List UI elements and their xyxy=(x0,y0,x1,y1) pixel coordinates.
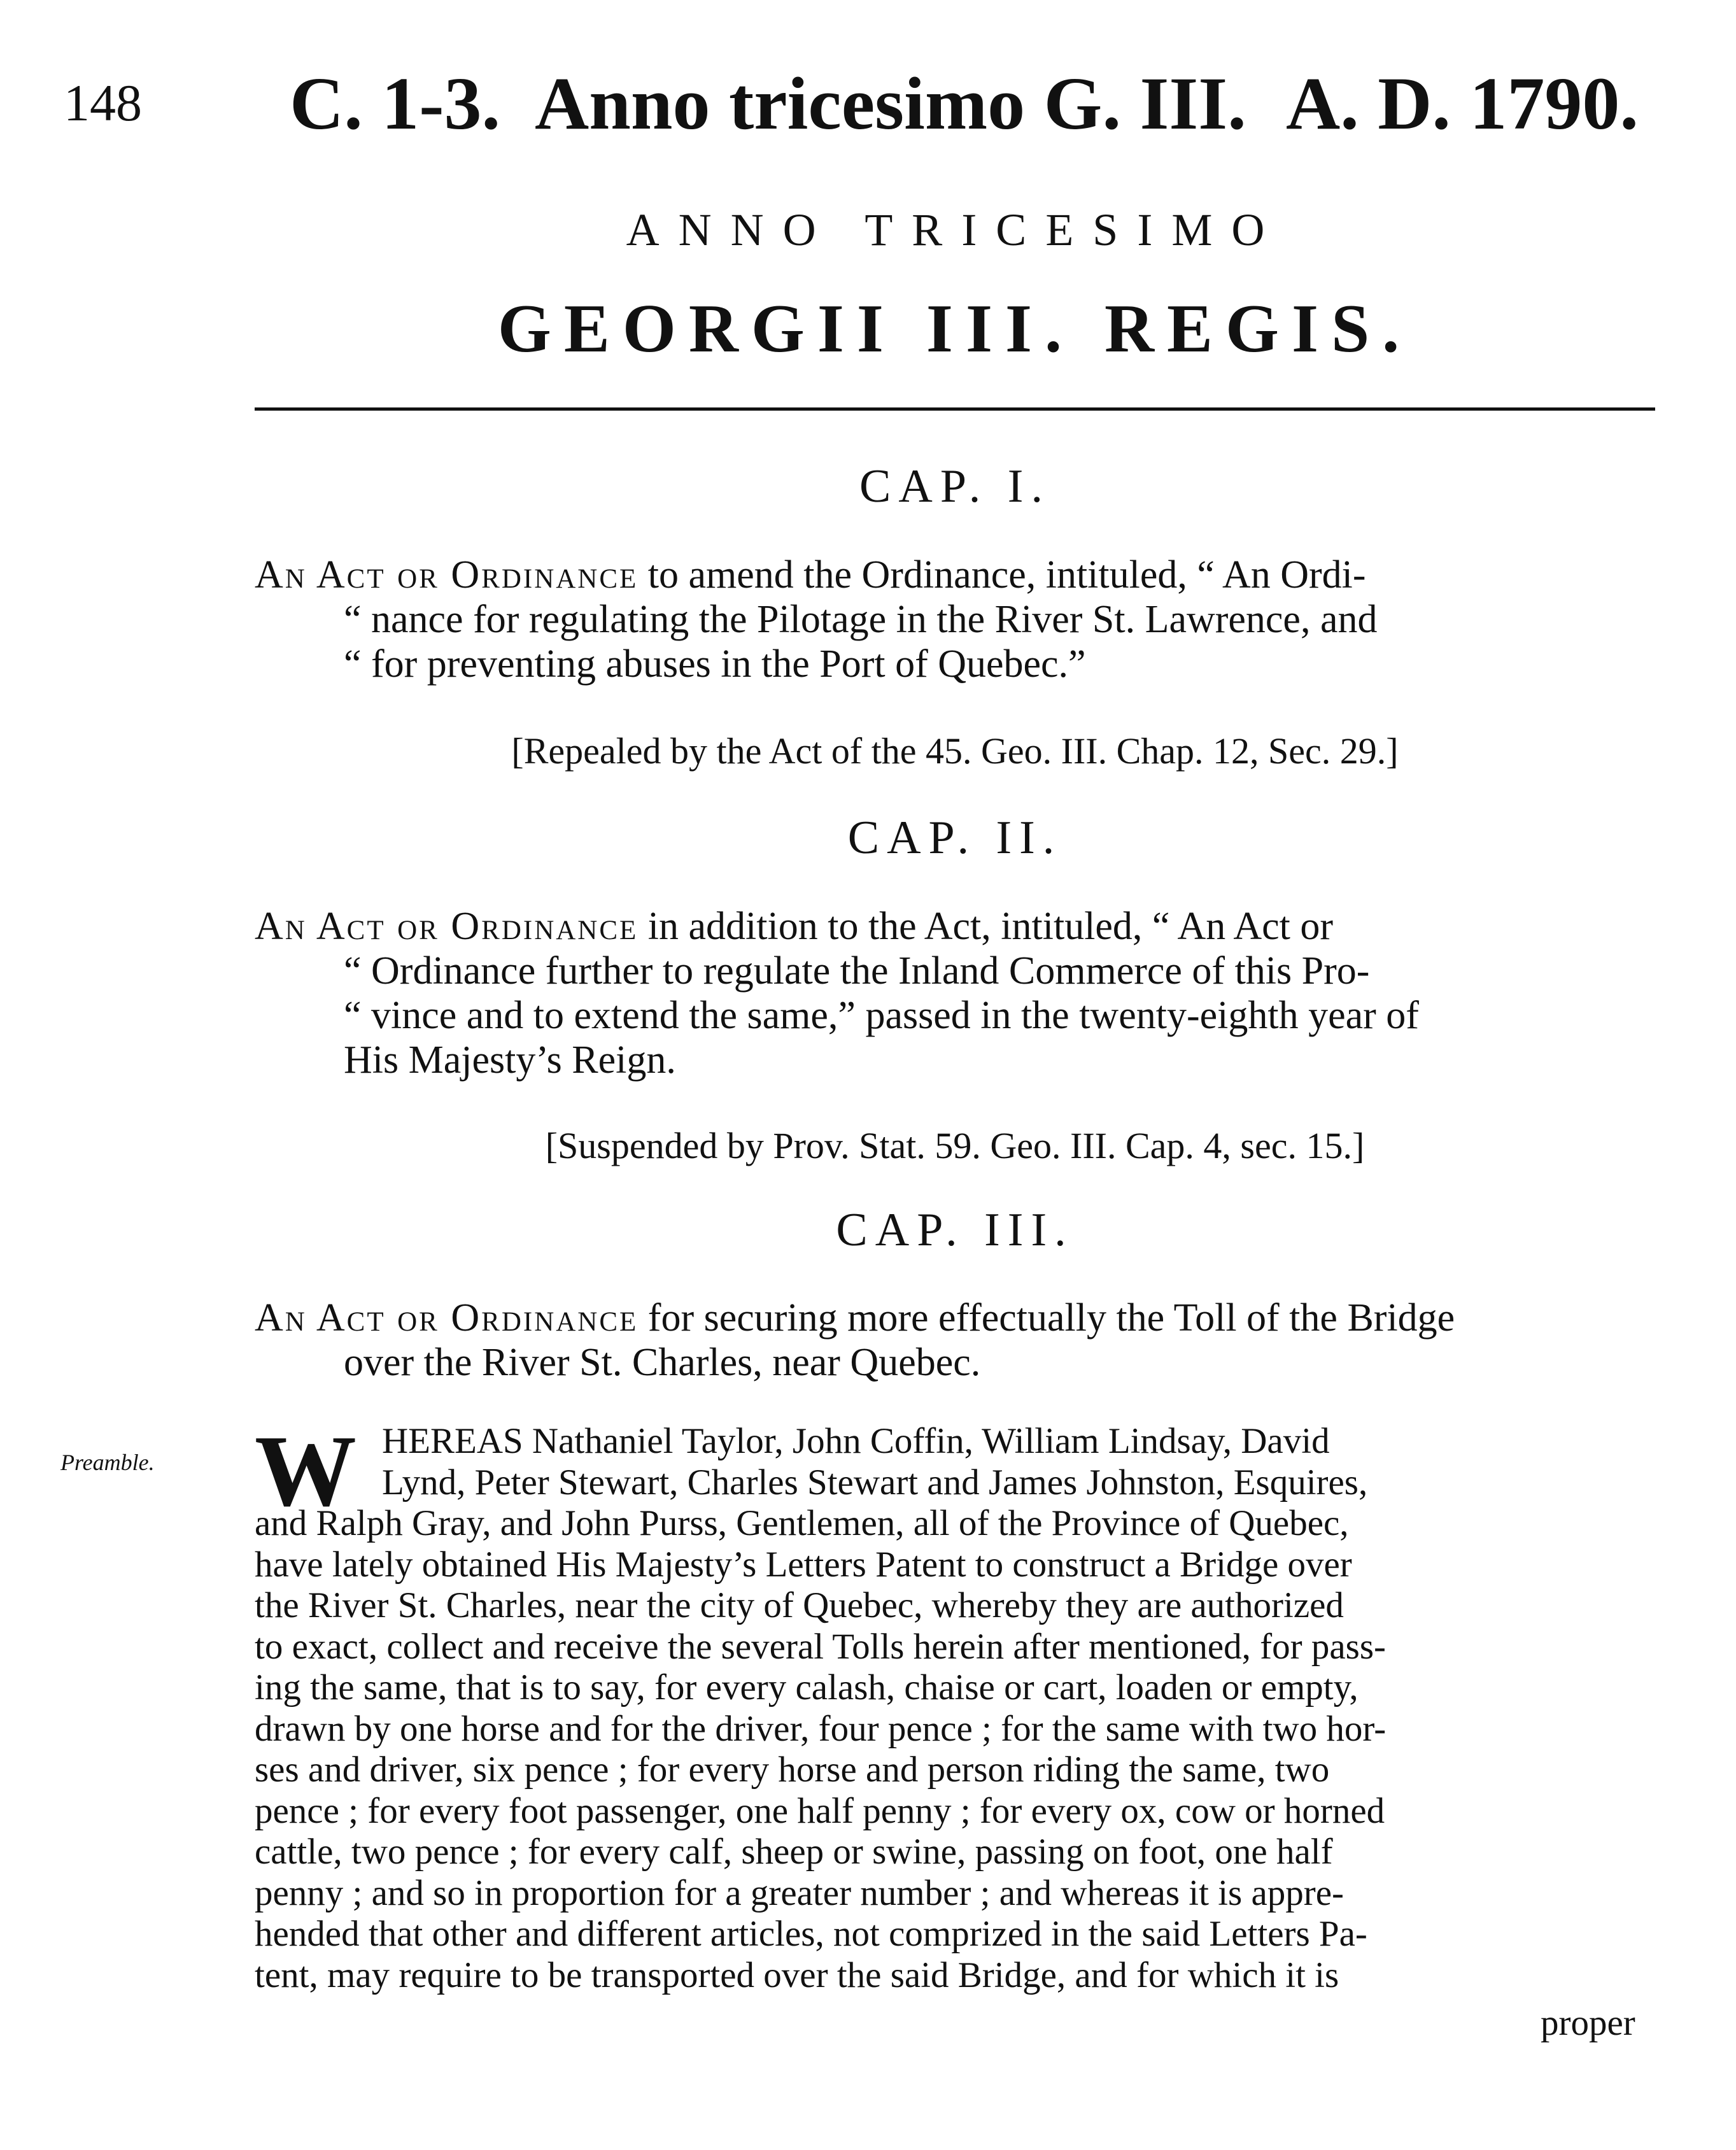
running-head-chapter: C. 1-3. xyxy=(290,62,501,145)
preamble-line-6: to exact, collect and receive the several Tolls herein after mentioned, for pass- xyxy=(255,1626,1387,1667)
cap-1-line-2: “ nance for regulating the Pilotage in the River St. Lawrence, and xyxy=(344,598,1378,641)
cap-1-line-3: “ for preventing abuses in the Port of Quebec.” xyxy=(344,642,1086,686)
act-prefix: An Act or Ordinance xyxy=(255,1296,639,1340)
cap-1-repeal-note: [Repealed by the Act of the 45. Geo. III. Chap. 12, Sec. 29.] xyxy=(511,730,1399,772)
running-head-title: Anno tricesimo G. III. xyxy=(535,62,1246,145)
cap-2-act-title xyxy=(255,904,1655,1082)
page-number: 148 xyxy=(64,74,142,132)
preamble-line-4: have lately obtained His Majesty’s Letters Patent to construct a Bridge over xyxy=(255,1544,1352,1585)
drop-cap-initial: W xyxy=(255,1414,356,1527)
preamble-line-12: penny ; and so in proportion for a greater number ; and whereas it is appre- xyxy=(255,1872,1344,1913)
preamble-line-9: ses and driver, six pence ; for every horse and person riding the same, two xyxy=(255,1750,1330,1790)
georgii-regis-heading: GEORGII III. REGIS. xyxy=(497,291,1413,367)
cap-1-act-title xyxy=(255,553,1655,686)
cap-3-line-1 xyxy=(255,1296,1655,1340)
title-rule xyxy=(255,407,1655,411)
preamble-line-1: HEREAS Nathaniel Taylor, John Coffin, William Lindsay, David xyxy=(382,1421,1330,1461)
act-prefix: An Act or Ordinance xyxy=(255,905,639,948)
preamble-line-7: ing the same, that is to say, for every calash, chaise or cart, loaden or empty, xyxy=(255,1667,1358,1708)
running-head-date: A. D. 1790. xyxy=(1286,62,1639,145)
cap-2-line-1-text: in addition to the Act, intituled, “ An Act or xyxy=(638,905,1334,948)
anno-tricesimo-heading: ANNO TRICESIMO xyxy=(626,204,1284,255)
cap-2-line-4: His Majesty’s Reign. xyxy=(344,1038,676,1082)
cap-3-act-title xyxy=(255,1296,1655,1385)
cap-3-line-2: over the River St. Charles, near Quebec. xyxy=(344,1341,981,1384)
cap-2-heading: CAP. II. xyxy=(847,812,1062,864)
preamble-line-8: drawn by one horse and for the driver, four pence ; for the same with two hor- xyxy=(255,1708,1387,1749)
preamble-line-14: tent, may require to be transported over the said Bridge, and for which it is xyxy=(255,1955,1339,1995)
cap-2-suspension-note: [Suspended by Prov. Stat. 59. Geo. III. Cap. 4, sec. 15.] xyxy=(545,1125,1365,1166)
preamble-line-10: pence ; for every foot passenger, one half penny ; for every ox, cow or horned xyxy=(255,1790,1385,1831)
cap-3-line-1-text: for securing more effectually the Toll of the Bridge xyxy=(638,1296,1455,1340)
cap-2-line-1 xyxy=(255,904,1655,949)
preamble-line-2: Lynd, Peter Stewart, Charles Stewart and James Johnston, Esquires, xyxy=(382,1462,1368,1503)
cap-1-line-1 xyxy=(255,553,1655,597)
preamble-line-11: cattle, two pence ; for every calf, sheep or swine, passing on foot, one half xyxy=(255,1832,1333,1872)
cap-2-line-3: “ vince and to extend the same,” passed in the twenty-eighth year of xyxy=(344,994,1419,1037)
cap-1-line-1-text: to amend the Ordinance, intituled, “ An Ordi- xyxy=(638,553,1366,597)
preamble-line-13: hended that other and different articles, not comprized in the said Letters Pa- xyxy=(255,1914,1367,1954)
preamble-line-3: and Ralph Gray, and John Purss, Gentlemen, all of the Province of Quebec, xyxy=(255,1503,1349,1543)
cap-2-line-2: “ Ordinance further to regulate the Inland Commerce of this Pro- xyxy=(344,949,1370,993)
preamble-margin-note: Preamble. xyxy=(60,1450,155,1475)
preamble-line-5: the River St. Charles, near the city of Quebec, whereby they are authorized xyxy=(255,1585,1344,1625)
running-head xyxy=(38,60,1668,156)
catchword: proper xyxy=(1541,2003,1635,2043)
cap-3-heading: CAP. III. xyxy=(836,1204,1074,1256)
cap-1-heading: CAP. I. xyxy=(859,460,1050,513)
act-prefix: An Act or Ordinance xyxy=(255,553,639,597)
preamble-text xyxy=(255,1414,1655,1996)
